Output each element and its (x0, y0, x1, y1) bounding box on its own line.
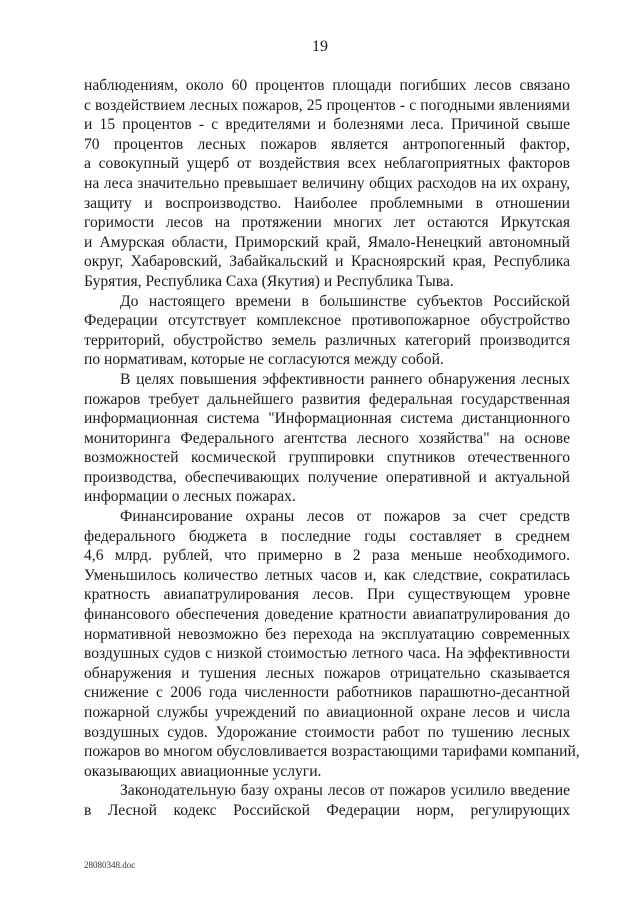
text-line: Финансирование охраны лесов от пожаров за счет средств (120, 508, 570, 526)
text-line: обнаружения и тушения лесных пожаров отрицательно сказывается (84, 664, 570, 682)
text-line: финансового обеспечения доведение кратности авиапатрулирования до (84, 606, 570, 624)
text-line: территорий, обустройство земель различных категорий производится (84, 331, 570, 349)
text-line: информационная система "Информационная система дистанционного (84, 410, 570, 428)
text-line: с воздействием лесных пожаров, 25 процентов - с погодными явлениями (84, 96, 570, 114)
text-line: а совокупный ущерб от воздействия всех неблагоприятных факторов (84, 155, 570, 173)
text-line: и Амурская области, Приморский край, Ямало-Ненецкий автономный (84, 233, 570, 251)
page-number: 19 (312, 38, 328, 55)
text-line: и 15 процентов - с вредителями и болезнями леса. Причиной свыше (84, 116, 570, 134)
text-line: Законодательную базу охраны лесов от пожаров усилило введение (120, 782, 570, 800)
text-line: Бурятия, Республика Саха (Якутия) и Республика Тыва. (84, 272, 454, 290)
text-line: кратность авиапатрулирования лесов. При существующем уровне (84, 586, 570, 604)
text-line: воздушных судов с низкой стоимостью летного часа. На эффективности (84, 645, 570, 663)
text-line: защиту и воспроизводство. Наиболее проблемными в отношении (84, 194, 570, 212)
text-line: наблюдениям, около 60 процентов площади погибших лесов связано (84, 77, 570, 94)
text-line: Федерации отсутствует комплексное противопожарное обустройство (84, 312, 570, 330)
text-line: пожаров требует дальнейшего развития федеральная государственная (84, 390, 570, 408)
document-body (84, 76, 580, 821)
text-line: горимости лесов на протяжении многих лет остаются Иркутская (84, 214, 570, 232)
text-line: на леса значительно превышает величину общих расходов на их охрану, (84, 174, 570, 192)
text-line: оказывающих авиационные услуги. (84, 762, 322, 780)
text-line: нормативной невозможно без перехода на эксплуатацию современных (84, 625, 570, 643)
text-line: До настоящего времени в большинстве субъектов Российской (120, 292, 570, 310)
text-line: федерального бюджета в последние годы составляет в среднем (84, 527, 570, 545)
text-line: округ, Хабаровский, Забайкальский и Красноярский края, Республика (84, 253, 570, 271)
text-line: 4,6 млрд. рублей, что примерно в 2 раза меньше необходимого. (84, 547, 570, 565)
text-line: мониторинга Федерального агентства лесного хозяйства" на основе (84, 429, 570, 447)
text-line: воздушных судов. Удорожание стоимости работ по тушению лесных (84, 723, 570, 741)
text-line: пожарной службы учреждений по авиационной охране лесов и числа (84, 704, 570, 721)
footer-file-code: 28080348.doc (84, 860, 136, 870)
text-line: снижение с 2006 года численности работников парашютно-десантной (84, 684, 570, 702)
text-line: по нормативам, которые не согласуются между собой. (84, 351, 444, 369)
text-line: производства, обеспечивающих получение оперативной и актуальной (84, 468, 570, 486)
text-line: В целях повышения эффективности раннего обнаружения лесных (120, 370, 570, 388)
text-line: 70 процентов лесных пожаров является антропогенный фактор, (84, 135, 570, 153)
text-line: в Лесной кодекс Российской Федерации норм, регулирующих (84, 801, 570, 819)
text-line: пожаров во многом обусловливается возрастающими тарифами компаний, (84, 743, 580, 761)
text-line: возможностей космической группировки спутников отечественного (84, 449, 570, 467)
text-line: информации о лесных пожарах. (84, 488, 296, 506)
text-line: Уменьшилось количество летных часов и, как следствие, сократилась (84, 566, 570, 584)
